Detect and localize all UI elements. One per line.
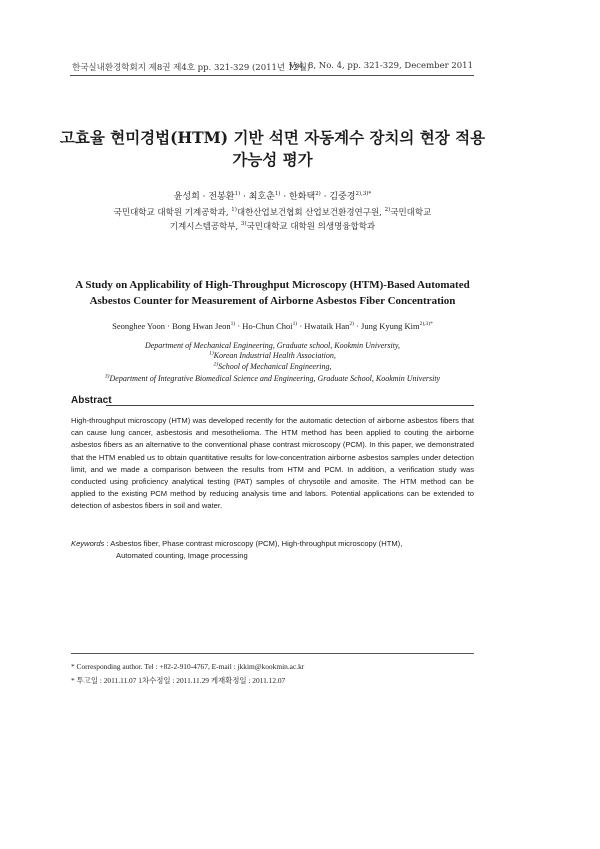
affiliation-mark: 2) [315,191,321,197]
affiliation-mark: 1) [231,207,237,214]
affiliation-text: 기계시스템공학부, [169,222,241,232]
keywords-line-2: Automated counting, Image processing [116,551,248,560]
english-affiliation-line-1: Department of Mechanical Engineering, Graduate school, Kookmin University, [144,341,401,350]
footnote-divider [71,653,474,654]
affiliation-mark: 2) [349,321,354,328]
affiliation-mark: 1) [234,191,241,197]
english-title-line-1: A Study on Applicability of High-Throughput Microscopy (HTM)-Based Automated [75,279,470,291]
journal-header-english: Vol. 8, No. 4, pp. 321-329, December 2011 [289,61,473,71]
abstract-heading: Abstract [71,395,112,406]
korean-title-line-1: 고효율 현미경법(HTM) 기반 석면 자동계수 장치의 현장 적용 [59,128,486,147]
affiliation-text: Department of Integrative Biomedical Science and Engineering, Graduate School, Kookmin University [109,374,441,383]
affiliation-text: 국민대학교 [390,208,432,218]
affiliation-mark: 2) [384,207,391,214]
english-authors [0,321,545,331]
affiliation-mark: 1) [292,321,298,328]
affiliation-mark: 2) [213,361,219,368]
korean-affiliation-line-2 [0,220,545,232]
affiliation-text: 국민대학교 대학원 기계공학과, [113,208,232,218]
affiliation-text: Korean Industrial Health Association, [213,351,336,360]
english-title-line-2: Asbestos Counter for Measurement of Airborne Asbestos Fiber Concentration [89,295,456,307]
author-name: · 최호춘 [240,192,275,202]
affiliation-mark: 2),3)* [419,321,433,328]
author-name: · Hwataik Han [297,321,350,331]
affiliation-mark: 1) [230,321,236,328]
affiliation-mark: 3) [240,221,247,228]
header-divider [70,75,474,76]
footnote-corresponding-author: * Corresponding author. Tel : +82-2-910-4767, E-mail : jkkim@kookmin.ac.kr [71,662,305,671]
english-affiliation-line-4 [0,374,545,383]
affiliation-text: School of Mechanical Engineering, [218,362,332,371]
affiliation-text: 국민대학교 대학원 의생명융합학과 [246,222,376,232]
footnote-dates: * 투고일 : 2011.11.07 1차수정일 : 2011.11.29 게재확정일 : 2011.12.07 [71,676,286,685]
abstract-body: High-throughput microscopy (HTM) was developed recently for the automatic detection of airborne asbestos fibers that can cause lung cancer, asbestosis and mesothelioma. The HTM method has been applied to couting the airborne asbestos fibers as an alternative to the conventional phase contrast microscopy (PCM). In this paper, we demonstrated that the HTM enabled us to obtain quantitative results for low-concentration airborne asbestos samples under detection limit, and we made a comparison between the results from HTM and PCM. In addition, a verification study was conducted using proficiency analytical testing (PAT) samples of chrysotile and amosite. The HTM method can be applied to the existing PCM method by reducing analysis time and labors. Potential applications can be extended to detection of asbestos fibers in soil and water. [71,416,474,511]
korean-title-line-2: 가능성 평가 [232,150,313,169]
affiliation-text: 대한산업보건협회 산업보건환경연구원, [236,208,385,218]
author-name: · Jung Kyung Kim [353,321,420,331]
author-name: · Ho-Chun Choi [235,321,293,331]
keywords-label: Keywords [71,539,105,548]
korean-authors [0,189,545,202]
author-name: 윤성희 · 전봉환 [173,192,235,202]
abstract-divider [106,405,474,406]
english-affiliation-line-3 [0,362,545,371]
keywords-line-1: Asbestos fiber, Phase contrast microscopy (PCM), High-throughput microscopy (HTM), [110,539,403,548]
affiliation-mark: 1) [274,191,281,197]
author-name: · 한화택 [280,192,316,202]
affiliation-mark: 2),3)* [355,191,372,197]
keywords [71,538,474,562]
keywords-separator: : [104,539,111,548]
author-name: Seonghee Yoon · Bong Hwan Jeon [112,321,231,331]
affiliation-mark: 1) [209,350,214,357]
english-affiliation-line-2 [0,351,545,360]
journal-header-korean: 한국실내환경학회지 제8권 제4호 pp. 321-329 (2011년 12월) [72,63,311,73]
korean-affiliation-line-1 [0,206,545,218]
author-name: · 김중경 [320,192,356,202]
affiliation-mark: 3) [104,373,110,380]
